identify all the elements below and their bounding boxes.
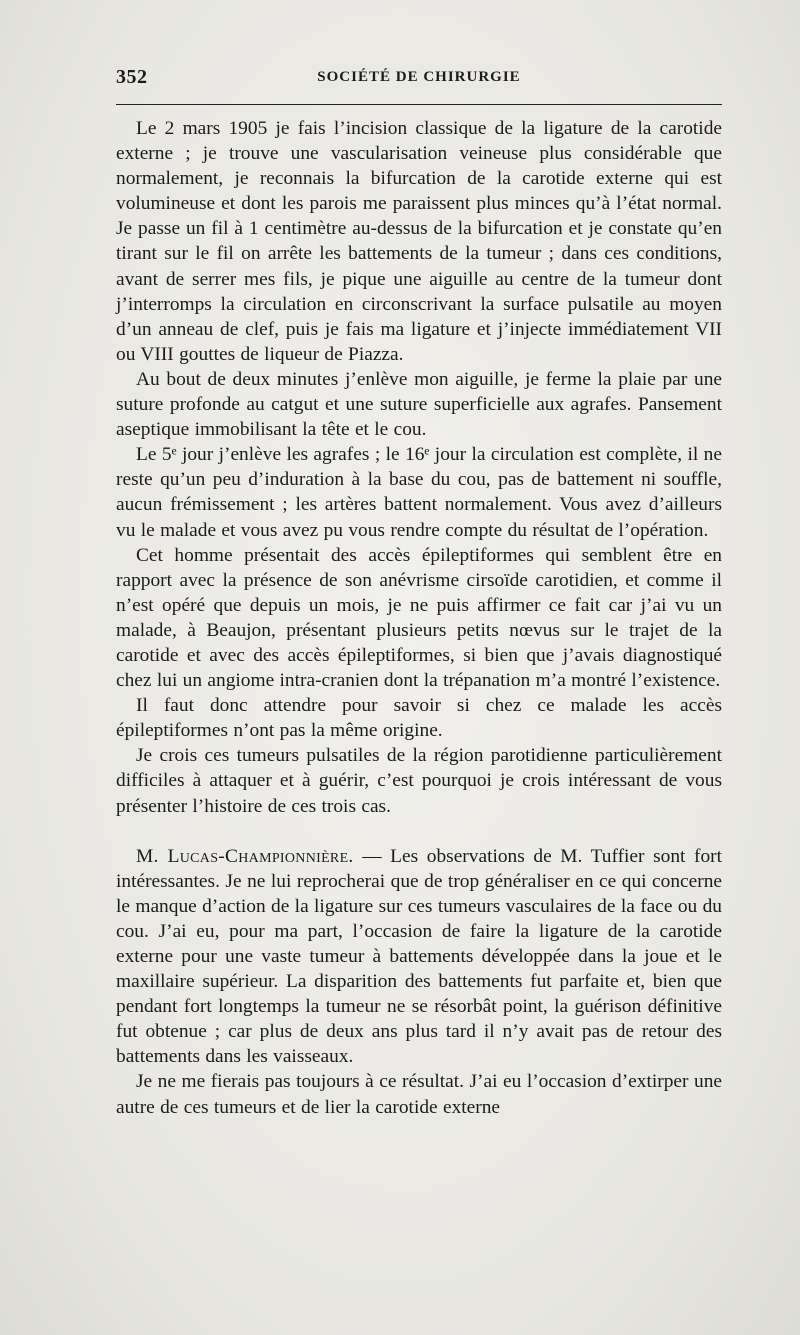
paragraph: Il faut donc attendre pour savoir si chez ce malade les accès épileptiformes n’ont pas la même origine. — [116, 695, 722, 742]
page-header — [116, 66, 722, 96]
paragraph: Au bout de deux minutes j’enlève mon aiguille, je ferme la plaie par une suture profonde au catgut et une suture superficielle aux agrafes. Pansement aseptique immobilisant la tête et le cou. — [116, 368, 722, 441]
running-title: SOCIÉTÉ DE CHIRURGIE — [317, 69, 521, 85]
paragraph: Le 2 mars 1905 je fais l’incision classique de la ligature de la carotide externe ; je trouve une vascularisation veineuse plus considérable que normalement, je reconnais la bifurcation de la carotide externe qui est volumineuse et dont les parois me paraissent plus minces qu’à l’état normal. Je passe un fil à 1 centimètre au-dessus de la bifurcation et je constate qu’en tirant sur le fil on arrête les battements de la tumeur ; dans ces conditions, avant de serrer mes fils, je pique une aiguille au centre de la tumeur dont j’interromps la circulation en circonscrivant la surface pulsatile au moyen d’un anneau de clef, puis je fais ma ligature et j’injecte immédiatement VII ou VIII gouttes de liqueur de Piazza. — [116, 118, 722, 365]
body-text — [116, 116, 722, 1120]
page-number: 352 — [116, 66, 148, 88]
paragraph: Cet homme présentait des accès épileptiformes qui semblent être en rapport avec la présence de son anévrisme cirsoïde carotidien, et comme il n’est opéré que depuis un mois, je ne puis affirmer ce fait car j’ai vu un malade, à Beaujon, présentant plusieurs petits nœvus sur le trajet de la carotide et avec des accès épileptiformes, si bien que j’avais diagnostiqué chez lui un angiome intra-cranien dont la trépanation m’a montré l’existence. — [116, 544, 722, 692]
speaker-name: M. Lucas-Championnière. — [136, 845, 354, 867]
intervention-paragraph — [116, 844, 722, 1070]
header-rule — [116, 104, 722, 105]
paragraph: Le 5ᵉ jour j’enlève les agrafes ; le 16ᵉ jour la circulation est complète, il ne reste qu’un peu d’induration à la base du cou, pas de battement ni souffle, aucun frémissement ; les artères battent normalement. Vous avez d’ailleurs vu le malade et vous avez pu vous rendre compte du résultat de l’opération. — [116, 444, 722, 541]
paragraph: Je ne me fierais pas toujours à ce résultat. J’ai eu l’occasion d’extirper une autre de ces tumeurs et de lier la carotide externe — [116, 1071, 722, 1118]
paragraph: Je crois ces tumeurs pulsatiles de la région parotidienne particulièrement difficiles à attaquer et à guérir, c’est pourquoi je crois intéressant de vous présenter l’histoire de ces trois cas. — [116, 745, 722, 817]
speaker-text: — Les observations de M. Tuffier sont fort intéressantes. Je ne lui reprocherai que de trop généraliser en ce qui concerne le manque d’action de la ligature sur ces tumeurs vasculaires de la face ou du cou. J’ai eu, pour ma part, l’occasion de faire la ligature de la carotide externe pour une vaste tumeur à battements développée dans la joue et le maxillaire supérieur. La disparition des battements fut parfaite et, bien que pendant fort longtemps la tumeur ne se résorbât point, la guérison définitive fut obtenue ; car plus de deux ans plus tard il n’y avait pas de retour des battements dans les vaisseaux. — [116, 845, 722, 1068]
